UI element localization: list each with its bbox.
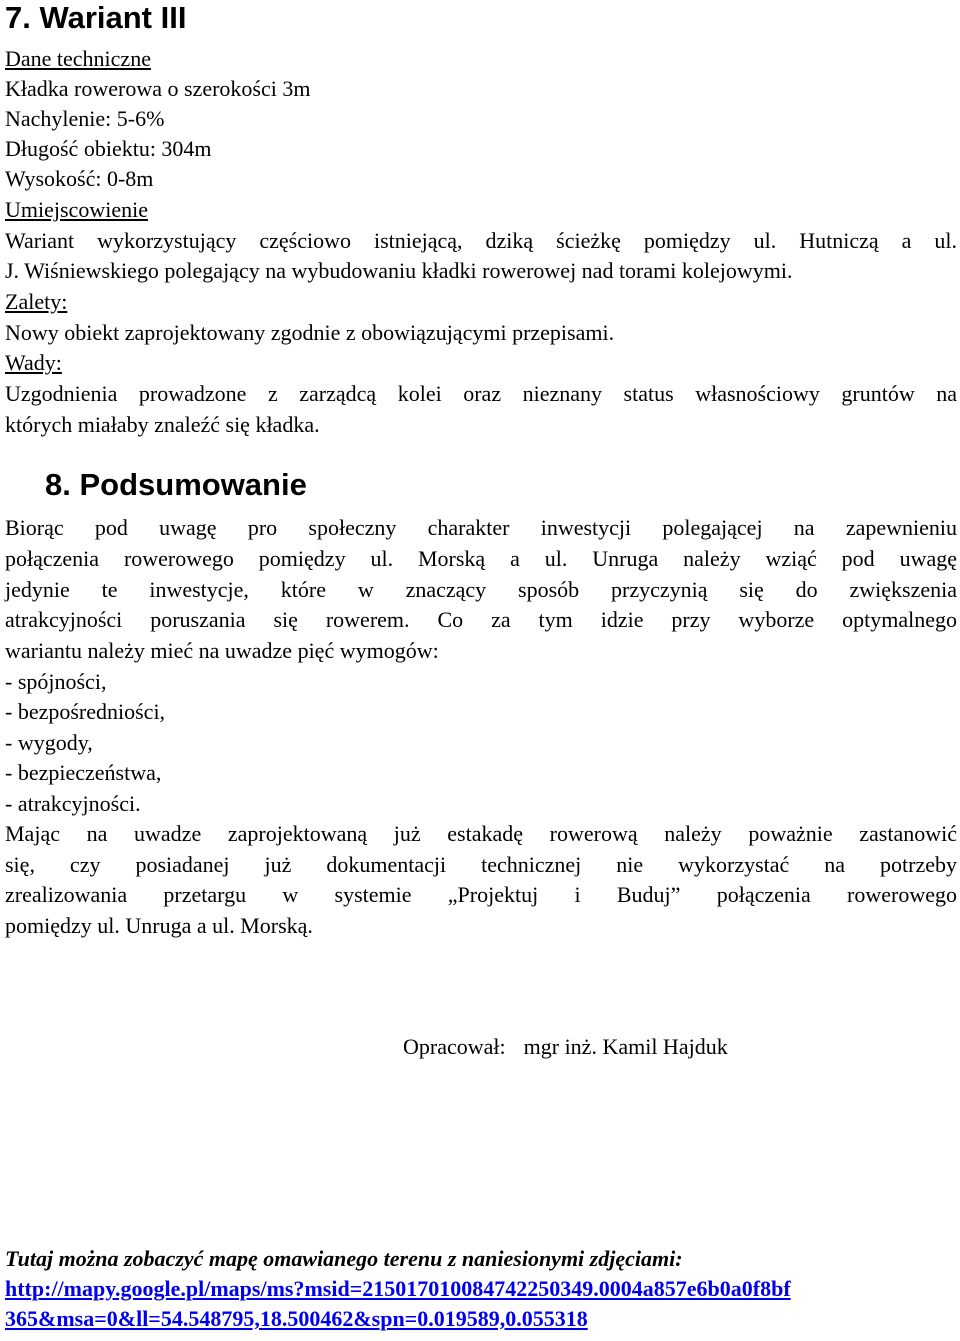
summary-line-4: atrakcyjności poruszania się rowerem. Co za tym idzie przy wyborze optymalnego [5, 607, 957, 632]
requirement-safety: - bezpieczeństwa, [5, 760, 162, 785]
section-7-heading: 7. Wariant III [5, 0, 187, 35]
cons-line-2: których miałaby znaleźć się kładka. [5, 412, 320, 437]
conclusion-line-2: się, czy posiadanej już dokumentacji technicznej nie wykorzystać na potrzeby [5, 852, 957, 877]
requirement-comfort: - wygody, [5, 730, 93, 755]
technical-data-label: Dane techniczne [5, 46, 151, 71]
location-label: Umiejscowienie [5, 197, 148, 222]
location-line-1: Wariant wykorzystujący częściowo istniejącą, dziką ścieżkę pomiędzy ul. Hutniczą a ul. [5, 228, 957, 253]
summary-line-2: połączenia rowerowego pomiędzy ul. Morską a ul. Unruga należy wziąć pod uwagę [5, 546, 957, 571]
technical-line-width: Kładka rowerowa o szerokości 3m [5, 76, 311, 101]
signature-label: Opracował: [403, 1034, 506, 1059]
technical-line-height: Wysokość: 0-8m [5, 166, 154, 191]
conclusion-line-1: Mając na uwadze zaprojektowaną już estakadę rowerową należy poważnie zastanowić [5, 821, 957, 846]
conclusion-line-3: zrealizowania przetargu w systemie „Projektuj i Buduj” połączenia rowerowego [5, 882, 957, 907]
signature [403, 1032, 728, 1062]
map-link-line-2[interactable]: 365&msa=0&ll=54.548795,18.500462&spn=0.019589,0.055318 [5, 1306, 588, 1331]
requirement-attractiveness: - atrakcyjności. [5, 791, 141, 816]
signature-name: mgr inż. Kamil Hajduk [523, 1034, 728, 1059]
technical-line-length: Długość obiektu: 304m [5, 136, 212, 161]
summary-line-3: jedynie te inwestycje, które w znaczący sposób przyczynią się do zwiększenia [5, 577, 957, 602]
pros-text: Nowy obiekt zaprojektowany zgodnie z obowiązującymi przepisami. [5, 320, 615, 345]
cons-line-1: Uzgodnienia prowadzone z zarządcą kolei oraz nieznany status własnościowy gruntów na [5, 381, 957, 406]
summary-line-5: wariantu należy mieć na uwadze pięć wymogów: [5, 638, 439, 663]
requirement-directness: - bezpośredniości, [5, 699, 166, 724]
pros-label: Zalety: [5, 289, 68, 314]
location-line-2: J. Wiśniewskiego polegający na wybudowaniu kładki rowerowej nad torami kolejowymi. [5, 258, 793, 283]
conclusion-line-4: pomiędzy ul. Unruga a ul. Morską. [5, 913, 313, 938]
cons-label: Wady: [5, 350, 62, 375]
technical-line-slope: Nachylenie: 5-6% [5, 106, 165, 131]
requirement-cohesion: - spójności, [5, 669, 107, 694]
section-8-heading: 8. Podsumowanie [45, 467, 307, 502]
summary-line-1: Biorąc pod uwagę pro społeczny charakter inwestycji polegającej na zapewnieniu [5, 515, 957, 540]
map-link-line-1[interactable]: http://mapy.google.pl/maps/ms?msid=215017010084742250349.0004a857e6b0a0f8bf [5, 1276, 791, 1301]
map-note: Tutaj można zobaczyć mapę omawianego terenu z naniesionymi zdjęciami: [5, 1246, 683, 1271]
